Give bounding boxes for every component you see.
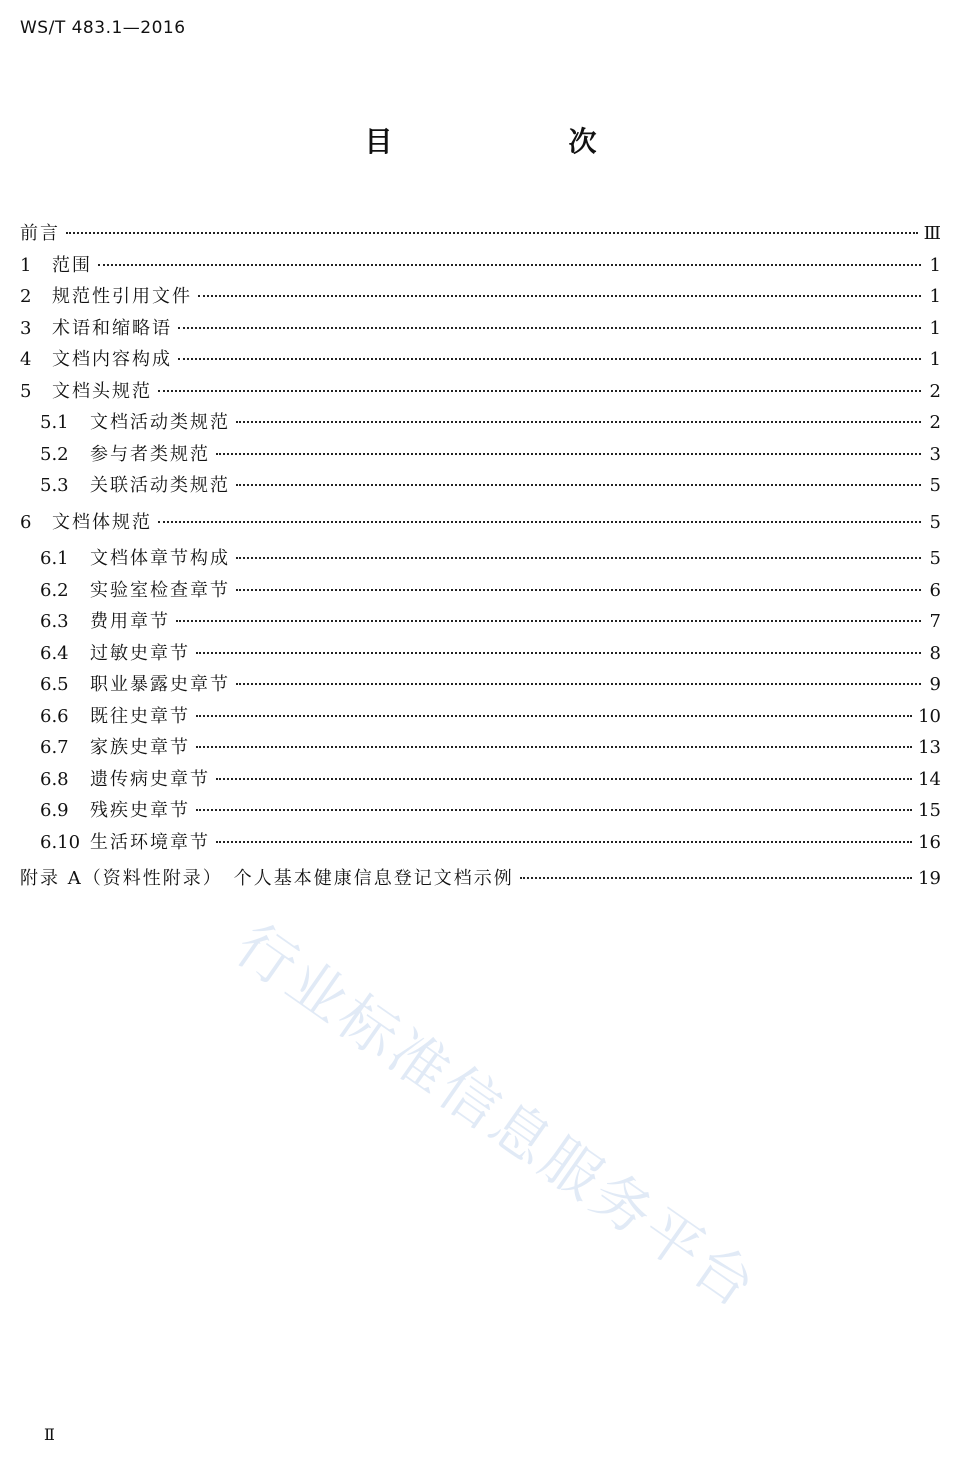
dot-leader	[216, 452, 921, 455]
dot-leader	[196, 745, 912, 748]
toc-label: 遗传病史章节	[90, 768, 210, 790]
page-number: Ⅱ	[44, 1425, 55, 1444]
toc-entry-6[interactable]	[20, 507, 941, 539]
dot-leader	[196, 651, 921, 654]
dot-leader	[216, 777, 912, 780]
toc-number: 6.4	[40, 642, 69, 664]
dot-leader	[98, 263, 921, 266]
toc-page: 3	[929, 443, 941, 465]
dot-leader	[236, 420, 921, 423]
toc-page: 1	[929, 317, 941, 339]
toc-number: 5	[20, 380, 32, 402]
toc-page: 10	[918, 705, 941, 727]
toc-label: 实验室检查章节	[90, 579, 230, 601]
dot-leader	[178, 326, 921, 329]
toc-number: 1	[20, 254, 32, 276]
toc-page: 5	[929, 548, 941, 569]
toc-number: 6.1	[40, 548, 69, 569]
toc-number: 6.3	[40, 611, 69, 632]
toc-number: 6.7	[40, 737, 69, 758]
toc-entry-5-1[interactable]	[20, 407, 941, 439]
toc-label: 文档体章节构成	[90, 548, 230, 569]
toc-number: 5.3	[40, 475, 69, 496]
toc-page: 5	[929, 475, 941, 496]
watermark: 行业标准信息服务平台	[223, 910, 771, 1322]
toc-label: 参与者类规范	[90, 443, 210, 465]
dot-leader	[66, 231, 918, 234]
toc-entry-5[interactable]	[20, 376, 941, 408]
dot-leader	[178, 357, 921, 360]
dot-leader	[520, 876, 912, 879]
toc-entry-6-3[interactable]	[20, 606, 941, 638]
toc-entry-annex-a[interactable]	[20, 863, 941, 895]
toc-label: 文档体规范	[52, 511, 152, 533]
toc-entry-3[interactable]	[20, 313, 941, 345]
toc-page: 15	[918, 800, 941, 821]
dot-leader	[236, 483, 921, 486]
toc-page: 8	[929, 642, 941, 664]
page-title: 目 次	[364, 125, 637, 158]
toc-label: 前言	[20, 223, 60, 244]
toc-page: 1	[929, 254, 941, 276]
standard-code: WS/T 483.1—2016	[20, 18, 186, 38]
dot-leader	[158, 520, 921, 523]
toc-entry-6-4[interactable]	[20, 638, 941, 670]
toc-entry-4[interactable]	[20, 344, 941, 376]
toc-label: 既往史章节	[90, 705, 190, 727]
toc-label: 文档活动类规范	[90, 412, 230, 433]
toc-number: 5.1	[40, 412, 69, 433]
toc-entry-5-2[interactable]	[20, 439, 941, 471]
toc-entry-6-1[interactable]	[20, 543, 941, 575]
dot-leader	[158, 389, 921, 392]
toc-entry-6-10[interactable]	[20, 827, 941, 859]
toc-number: 3	[20, 317, 32, 339]
toc-label: 范围	[52, 254, 92, 276]
toc-entry-5-3[interactable]	[20, 470, 941, 502]
toc-number: 6.9	[40, 800, 69, 821]
toc-label: 关联活动类规范	[90, 475, 230, 496]
toc-page: 2	[929, 380, 941, 402]
dot-leader	[216, 840, 912, 843]
toc-number: 4	[20, 349, 32, 370]
table-of-contents	[20, 218, 941, 895]
toc-entry-foreword[interactable]	[20, 218, 941, 250]
toc-entry-6-5[interactable]	[20, 669, 941, 701]
toc-number: 2	[20, 286, 32, 307]
toc-label: 文档内容构成	[52, 349, 172, 370]
dot-leader	[236, 556, 921, 559]
toc-page: 6	[929, 579, 941, 601]
toc-entry-1[interactable]	[20, 250, 941, 282]
toc-page: 19	[918, 868, 941, 889]
toc-page: 9	[929, 674, 941, 695]
toc-label: 费用章节	[90, 611, 170, 632]
toc-number: 6	[20, 511, 32, 533]
toc-number: 5.2	[40, 443, 69, 465]
dot-leader	[198, 294, 921, 297]
toc-page: 2	[929, 412, 941, 433]
toc-entry-6-9[interactable]	[20, 795, 941, 827]
dot-leader	[196, 714, 912, 717]
toc-label: 术语和缩略语	[52, 317, 172, 339]
toc-page: Ⅲ	[923, 223, 941, 244]
toc-page: 7	[929, 611, 941, 632]
toc-entry-6-7[interactable]	[20, 732, 941, 764]
toc-page: 14	[918, 768, 941, 790]
toc-label: 职业暴露史章节	[90, 674, 230, 695]
toc-page: 1	[929, 349, 941, 370]
toc-entry-6-2[interactable]	[20, 575, 941, 607]
toc-label: 规范性引用文件	[52, 286, 192, 307]
toc-page: 5	[929, 511, 941, 533]
dot-leader	[236, 682, 921, 685]
toc-label: 附录 A（资料性附录） 个人基本健康信息登记文档示例	[20, 868, 514, 889]
toc-page: 16	[918, 831, 941, 853]
toc-label: 文档头规范	[52, 380, 152, 402]
toc-entry-2[interactable]	[20, 281, 941, 313]
toc-number: 6.2	[40, 579, 69, 601]
toc-label: 残疾史章节	[90, 800, 190, 821]
dot-leader	[176, 619, 921, 622]
toc-number: 6.6	[40, 705, 69, 727]
toc-number: 6.8	[40, 768, 69, 790]
dot-leader	[236, 588, 921, 591]
toc-number: 6.5	[40, 674, 69, 695]
toc-page: 13	[918, 737, 941, 758]
dot-leader	[196, 808, 912, 811]
toc-page: 1	[929, 286, 941, 307]
toc-label: 家族史章节	[90, 737, 190, 758]
toc-entry-6-6[interactable]	[20, 701, 941, 733]
toc-label: 生活环境章节	[90, 831, 210, 853]
toc-entry-6-8[interactable]	[20, 764, 941, 796]
toc-number: 6.10	[40, 831, 81, 853]
toc-label: 过敏史章节	[90, 642, 190, 664]
